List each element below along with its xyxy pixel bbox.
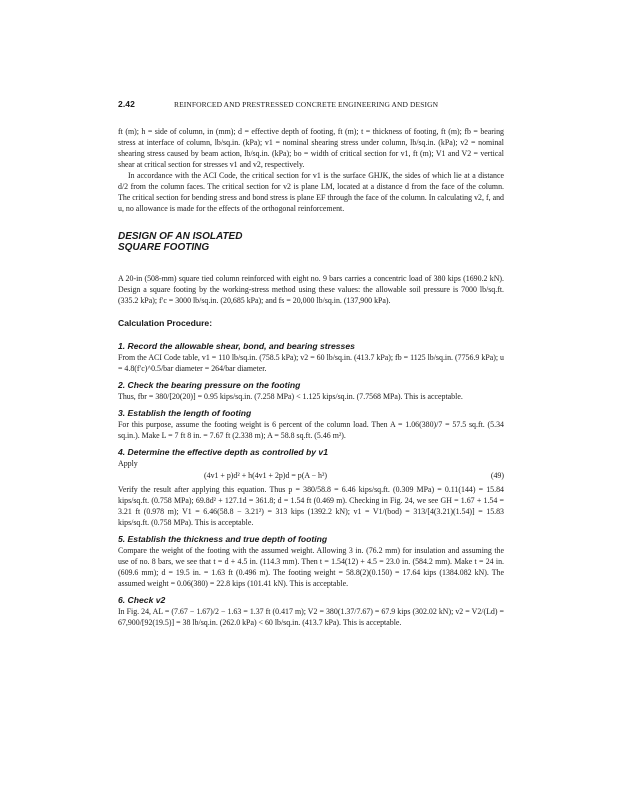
step-2-text: Thus, fbr = 380/[20(20)] = 0.95 kips/sq.in. (7.258 MPa) < 1.125 kips/sq.in. (7.7568 MPa). This is acceptable. xyxy=(118,392,463,401)
step-6-heading: 6. Check v2 xyxy=(118,595,166,605)
page-body xyxy=(118,126,504,628)
aci-paragraph: In accordance with the ACI Code, the critical section for v1 is the surface GHJK, the sides of which lie at a distance d/2 from the column faces. The critical section for v2 is plane LM, located at a distance d from the face of the column. The critical section for bending stress and bond stress is plane EF through the face of the column. In calculating v2, f, and u, no allowance is made for the effects of the orthogonal reinforcement. xyxy=(118,171,504,213)
equation-number: (49) xyxy=(490,471,504,480)
section-title-line-1: DESIGN OF AN ISOLATED xyxy=(118,231,243,242)
step-4-heading: 4. Determine the effective depth as controlled by v1 xyxy=(118,447,328,457)
problem-statement: A 20-in (508-mm) square tied column reinforced with eight no. 9 bars carries a concentric load of 380 kips (1690.2 kN). Design a square footing by the working-stress method using these values: the allowable soil pressure is 7000 lb/sq.ft. (335.2 kPa); f′c = 3000 lb/sq.in. (20,685 kPa); and fs = 20,000 lb/sq.in. (137,900 kPa). xyxy=(118,274,504,305)
notation-paragraph: ft (m); h = side of column, in (mm); d = effective depth of footing, ft (m); t = thickness of footing, ft (m); fb = bearing stress at interface of column, lb/sq.in. (kPa); v1 = nominal shearing stress under column, lb/sq.in. (kPa); v2 = nominal shearing stress caused by beam action, lb/sq.in. (kPa); bo = width of critical section for v1, ft (m); V1 and V2 = vertical shear at critical section for stresses v1 and v2, respectively. xyxy=(118,127,504,169)
calculation-heading: Calculation Procedure: xyxy=(118,318,213,328)
step-1-text: From the ACI Code table, v1 = 110 lb/sq.in. (758.5 kPa); v2 = 60 lb/sq.in. (413.7 kPa); fb = 1125 lb/sq.in. (7756.9 kPa); u = 4.8(f′c)^0.5/bar diameter = 264/bar diameter. xyxy=(118,353,504,373)
step-4-apply: Apply xyxy=(118,459,138,468)
step-4-text: Verify the result after applying this equation. Thus p = 380/58.8 = 6.46 kips/sq.ft. (0.309 MPa) = 0.11(144) = 15.84 kips/sq.ft. (0.758 MPa); 69.8d² + 127.1d = 361.8; d = 1.54 ft (0.469 m). Checking in Fig. 24, we see GH = 1.67 + 1.54 = 3.21 ft (0.978 m); V1 = 6.46(58.8 − 3.21²) = 313 kips (1392.2 kN); v1 = V1/(bod) = 313/[4(3.21)(1.54)] = 15.83 kips/sq.ft. (0.758 MPa). This is acceptable. xyxy=(118,485,504,527)
step-1-heading: 1. Record the allowable shear, bond, and bearing stresses xyxy=(118,341,355,351)
step-2-heading: 2. Check the bearing pressure on the footing xyxy=(118,380,301,390)
equation-body: (4v1 + p)d² + h(4v1 + 2p)d = p(A − h²) xyxy=(204,471,327,480)
running-title: REINFORCED AND PRESTRESSED CONCRETE ENGINEERING AND DESIGN xyxy=(174,100,439,109)
document-page xyxy=(118,0,504,800)
step-3-text: For this purpose, assume the footing weight is 6 percent of the column load. Then A = 1.06(380)/7 = 57.5 sq.ft. (5.34 sq.in.). Make L = 7 ft 8 in. = 7.67 ft (2.338 m); A = 58.8 sq.ft. (5.46 m²). xyxy=(118,420,504,440)
section-title xyxy=(118,231,504,253)
step-6-text: In Fig. 24, AL = (7.67 − 1.67)/2 − 1.63 = 1.37 ft (0.417 m); V2 = 380(1.37/7.67) = 67.9 kips (302.02 kN); v2 = V2/(Ld) = 67,900/[92(19.5)] = 38 lb/sq.in. (262.0 kPa) < 60 lb/sq.in. (413.7 kPa). This is acceptable. xyxy=(118,607,504,627)
step-3-heading: 3. Establish the length of footing xyxy=(118,408,252,418)
step-5-text: Compare the weight of the footing with the assumed weight. Allowing 3 in. (76.2 mm) for insulation and assuming the use of no. 8 bars, we see that t = d + 4.5 in. (114.3 mm). Then t = 1.54(12) + 4.5 = 23.0 in. (584.2 mm). Make t = 24 in. (609.6 mm); d = 19.5 in. = 1.63 ft (0.496 m). The footing weight = 58.8(2)(0.150) = 17.64 kips (1384.082 kN). The assumed weight = 0.06(380) = 22.8 kips (101.41 kN). This is acceptable. xyxy=(118,546,504,588)
page-number: 2.42 xyxy=(118,99,135,109)
equation-49 xyxy=(118,470,504,481)
running-header xyxy=(118,99,504,111)
step-5-heading: 5. Establish the thickness and true depth of footing xyxy=(118,534,328,544)
section-title-line-2: SQUARE FOOTING xyxy=(118,242,210,253)
